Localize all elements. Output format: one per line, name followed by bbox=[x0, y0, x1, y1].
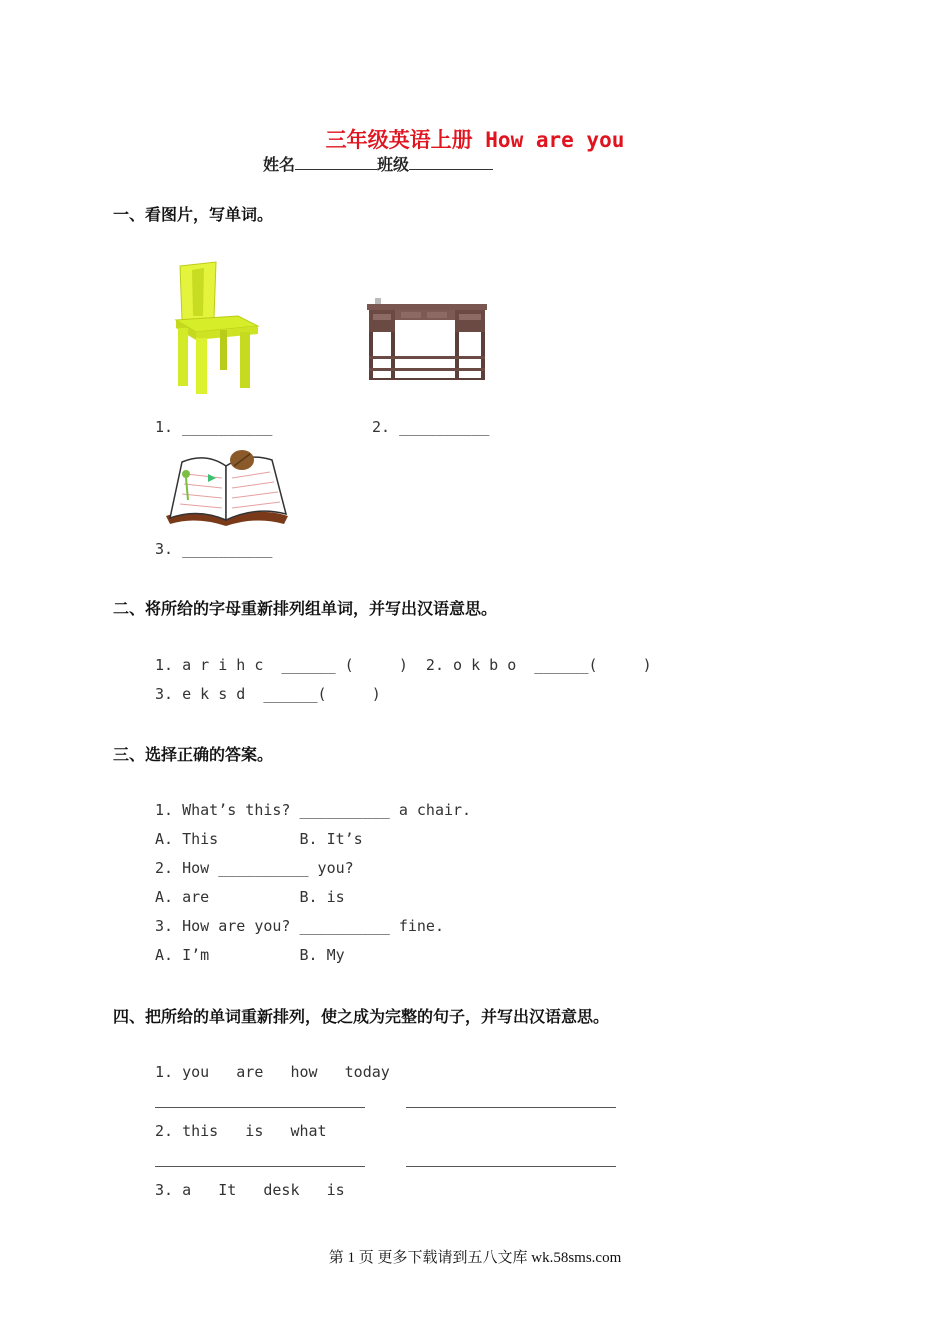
s4-answer-line-1b[interactable] bbox=[406, 1107, 616, 1108]
page-footer: 第 1 页 更多下载请到五八文库 wk.58sms.com bbox=[328, 1250, 622, 1266]
s4-answer-line-1a[interactable] bbox=[155, 1107, 365, 1108]
s1-item-2-num: 2. bbox=[372, 418, 391, 436]
s4-question-1: 1. you are how today bbox=[155, 1063, 390, 1081]
class-field[interactable] bbox=[409, 155, 493, 170]
desk-image bbox=[365, 296, 489, 400]
s4-answer-line-2a[interactable] bbox=[155, 1166, 365, 1167]
s1-item-2-blank[interactable]: __________ bbox=[399, 418, 490, 436]
s3-question-2: 2. How __________ you? bbox=[155, 859, 354, 877]
class-label: 班级 bbox=[377, 155, 410, 174]
s1-item-1-num: 1. bbox=[155, 418, 174, 436]
s3-question-1: 1. What’s this? __________ a chair. bbox=[155, 801, 472, 819]
book-image bbox=[162, 444, 292, 528]
s3-options-2: A. are B. is bbox=[155, 888, 345, 906]
s3-options-3: A. I’m B. My bbox=[155, 946, 345, 964]
section-3-heading: 三、选择正确的答案。 bbox=[113, 745, 274, 764]
page-title: 三年级英语上册 How are you bbox=[325, 128, 625, 152]
name-class-row bbox=[263, 152, 493, 175]
s1-item-1 bbox=[155, 418, 272, 436]
s1-item-3-num: 3. bbox=[155, 540, 174, 558]
s1-item-1-blank[interactable]: __________ bbox=[182, 418, 273, 436]
section-2-heading: 二、将所给的字母重新排列组单词，并写出汉语意思。 bbox=[113, 599, 498, 618]
section-1-heading: 一、看图片，写单词。 bbox=[113, 205, 274, 224]
s1-item-2 bbox=[372, 418, 489, 436]
name-field[interactable] bbox=[295, 155, 377, 170]
chair-image bbox=[168, 258, 268, 398]
name-label: 姓名 bbox=[263, 155, 296, 174]
section-4-heading: 四、把所给的单词重新排列，使之成为完整的句子，并写出汉语意思。 bbox=[113, 1007, 610, 1026]
s1-item-3 bbox=[155, 540, 272, 558]
s4-answer-line-2b[interactable] bbox=[406, 1166, 616, 1167]
s3-question-3: 3. How are you? __________ fine. bbox=[155, 917, 444, 935]
s4-question-2: 2. this is what bbox=[155, 1122, 327, 1140]
s4-question-3: 3. a It desk is bbox=[155, 1181, 345, 1199]
s2-line-2: 3. e k s d ______( ) bbox=[155, 685, 381, 703]
s2-line-1: 1. a r i h c ______ ( ) 2. o k b o ______( ) bbox=[155, 656, 652, 674]
s1-item-3-blank[interactable]: __________ bbox=[182, 540, 273, 558]
s3-options-1: A. This B. It’s bbox=[155, 830, 363, 848]
